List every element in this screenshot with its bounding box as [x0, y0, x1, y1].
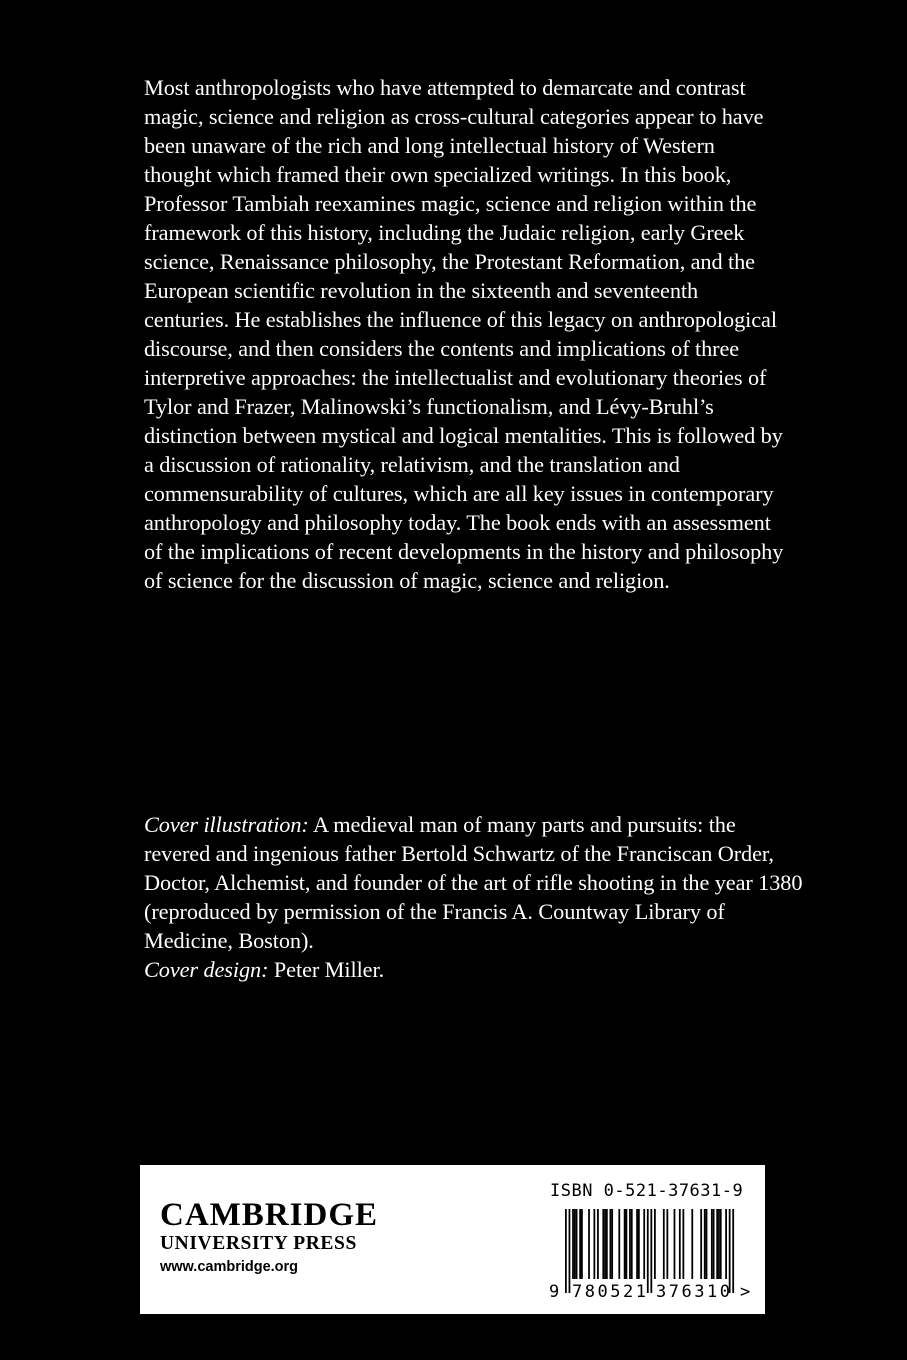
barcode-bar: [565, 1209, 567, 1293]
barcode-bar: [650, 1209, 652, 1293]
barcode-bar: [581, 1209, 583, 1279]
barcode-bar: [700, 1209, 702, 1279]
barcode-bar: [626, 1209, 628, 1279]
barcode-bar: [569, 1209, 571, 1293]
barcode-bar: [629, 1209, 631, 1279]
barcode-bar: [576, 1209, 578, 1279]
barcode-bar: [716, 1209, 718, 1279]
illustration-credit-text: A medieval man of many parts and pursuits: the revered and ingenious father Bertold Schwartz of the Franciscan Order, Doctor, Alchemist, and founder of the art of rifle shooting in the year 1380 (reproduced by permission of the Francis A. Countway Library of Medicine, Boston).: [144, 812, 803, 953]
design-credit-label: Cover design:: [144, 957, 269, 982]
barcode-right-digits: 376310: [656, 1282, 730, 1302]
isbn-label: ISBN 0-521-37631-9: [550, 1181, 744, 1201]
barcode-bar: [674, 1209, 676, 1279]
design-credit: [144, 955, 804, 984]
barcode-bars: [565, 1209, 734, 1293]
barcode-bar: [588, 1209, 590, 1279]
publisher-name: CAMBRIDGE: [160, 1197, 379, 1233]
barcode-bar: [611, 1209, 613, 1279]
barcode-bar: [638, 1209, 640, 1279]
barcode-bar: [572, 1209, 574, 1279]
barcode-bar: [574, 1209, 576, 1279]
barcode-bar: [732, 1209, 734, 1293]
barcode-end-mark: >: [740, 1282, 751, 1302]
barcode-bar: [718, 1209, 720, 1279]
barcode-bar: [604, 1209, 606, 1279]
cover-credits: [144, 810, 804, 984]
barcode-bar: [647, 1209, 649, 1293]
publisher-url: www.cambridge.org: [160, 1259, 299, 1275]
barcode-bar: [691, 1209, 693, 1279]
barcode-bar: [606, 1209, 608, 1279]
barcode-bar: [618, 1209, 620, 1279]
barcode-bar: [729, 1209, 731, 1293]
barcode-bar: [663, 1209, 665, 1279]
barcode-bar: [593, 1209, 595, 1279]
barcode-bar: [720, 1209, 722, 1279]
barcode-bar: [631, 1209, 633, 1279]
illustration-credit-label: Cover illustration:: [144, 812, 309, 837]
barcode-bar: [706, 1209, 708, 1279]
barcode-bar: [597, 1209, 599, 1279]
blurb-paragraph: Most anthropologists who have attempted to demarcate and contrast magic, science and religion as cross-cultural categories appear to have been unaware of the rich and long intellectual history of Western thought which framed their own specialized writings. In this book, Professor Tambiah reexamines magic, science and religion within the framework of this history, including the Judaic religion, early Greek science, Renaissance philosophy, the Protestant Reformation, and the European scientific revolution in the sixteenth and seventeenth centuries. He establishes the influence of this legacy on anthropological discourse, and then considers the contents and implications of three interpretive approaches: the intellectualist and evolutionary theories of Tylor and Frazer, Malinowski’s functionalism, and Lévy-Bruhl’s distinction between mystical and logical mentalities. This is followed by a discussion of rationality, relativism, and the translation and commensurability of cultures, which are all key issues in contemporary anthropology and philosophy today. The book ends with an assessment of the implications of recent developments in the history and philosophy of science for the discussion of magic, science and religion.: [144, 75, 784, 593]
barcode-bar: [682, 1209, 684, 1279]
barcode-bar: [725, 1209, 727, 1279]
illustration-credit: [144, 810, 804, 955]
publisher-subtitle: UNIVERSITY PRESS: [160, 1233, 357, 1254]
publisher-barcode-panel: [140, 1165, 765, 1314]
barcode-bar: [636, 1209, 638, 1279]
barcode-bar: [711, 1209, 713, 1279]
barcode-bar: [679, 1209, 681, 1279]
design-credit-text: Peter Miller.: [268, 957, 385, 982]
barcode-bar: [610, 1209, 612, 1279]
isbn-barcode: [140, 1165, 765, 1314]
barcode-bar: [704, 1209, 706, 1279]
barcode-bar: [666, 1209, 668, 1279]
barcode-bar: [713, 1209, 715, 1279]
barcode-lead-digit: 9: [549, 1282, 560, 1302]
barcode-bar: [643, 1209, 645, 1279]
barcode-bar: [654, 1209, 656, 1279]
barcode-bar: [602, 1209, 604, 1279]
barcode-bar: [624, 1209, 626, 1279]
back-cover-blurb: [144, 73, 784, 595]
barcode-bar: [579, 1209, 581, 1279]
barcode-left-digits: 780521: [572, 1282, 646, 1302]
